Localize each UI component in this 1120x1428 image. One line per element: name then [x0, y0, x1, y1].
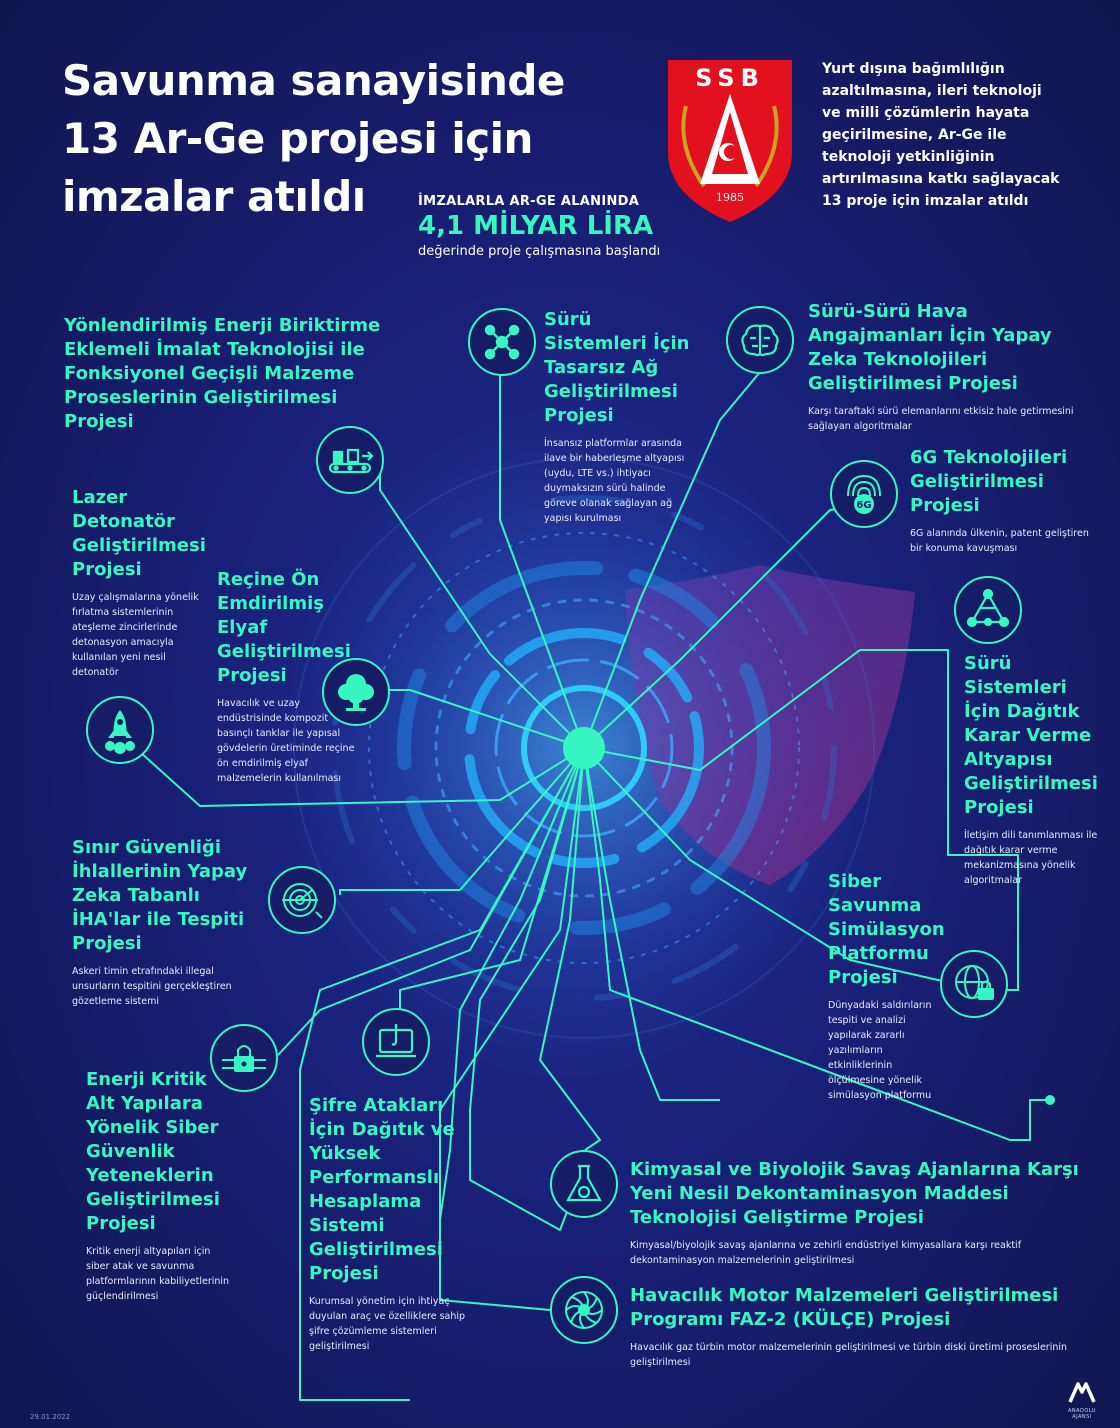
rocket-icon [86, 696, 154, 764]
project-description: Dünyadaki saldırıların tespiti ve analizi yapılarak zararlı yazılımların etkinliklerinin ölçülmesine yönelik simülasyon platformu [828, 1000, 932, 1101]
svg-text:6G: 6G [856, 500, 872, 511]
agency-logo [1060, 1380, 1104, 1420]
project-description: İnsansız platformlar arasında ilave bir haberleşme altyapısı (uydu, LTE vs.) ihtiyacı duymaksızın sürü halinde göreve olanak sağlayan ağ yapısı kurulması [544, 438, 685, 524]
project-9 [828, 870, 948, 1103]
project-2 [544, 308, 694, 526]
project-title: Sürü-Sürü Hava Angajmanları İçin Yapay Zeka Teknolojileri Geliştirilmesi Projesi [808, 301, 1052, 394]
project-description: Karşı taraftaki sürü elemanlarını etkisiz hale getirmesini sağlayan algoritmalar [808, 406, 1074, 432]
radar-icon [268, 866, 336, 934]
project-title: Siber Savunma Simülasyon Platformu Projesi [828, 871, 945, 988]
project-description: İletişim dili tanımlanması ile dağıtık karar verme mekanizmasına yönelik algoritmalar [964, 830, 1098, 886]
project-1 [64, 314, 384, 434]
project-description: Uzay çalışmalarına yönelik fırlatma sistemlerinin ateşleme zincirlerinde detonasyon amacıyla kullanılan yeni nesil detonatör [72, 592, 199, 678]
project-title: Havacılık Motor Malzemeleri Geliştirilmesi Programı FAZ-2 (KÜLÇE) Projesi [630, 1285, 1059, 1330]
project-title: Reçine Ön Emdirilmiş Elyaf Geliştirilmesi Projesi [217, 569, 351, 686]
project-title: Sürü Sistemleri İçin Dağıtık Karar Verme Altyapısı Geliştirilmesi Projesi [964, 653, 1098, 818]
project-10 [86, 1068, 236, 1304]
project-13 [630, 1284, 1090, 1370]
project-title: Sürü Sistemleri İçin Tasarsız Ağ Geliştirilmesi Projesi [544, 309, 690, 426]
triangle-network-icon [954, 576, 1022, 644]
project-7 [964, 652, 1104, 888]
project-title: Kimyasal ve Biyolojik Savaş Ajanlarına Karşı Yeni Nesil Dekontaminasyon Maddesi Teknolojisi Geliştirme Projesi [630, 1159, 1079, 1228]
summary-post: değerinde proje çalışmasına başlandı [418, 244, 661, 259]
project-description: Kritik enerji altyapıları için siber atak ve savunma platformlarının kabiliyetlerinin güçlendirilmesi [86, 1246, 230, 1302]
project-description: Havacılık gaz türbin motor malzemelerinin geliştirilmesi ve türbin diski üretimi proseslerinin geliştirilmesi [630, 1342, 1068, 1368]
logo-letters: SSB [695, 64, 765, 92]
logo-year: 1985 [716, 191, 744, 204]
footer-date: 29.01.2022 [30, 1413, 71, 1421]
project-description: Kimyasal/biyolojik savaş ajanlarına ve zehirli endüstriyel kimyasallara karşı reaktif dekontaminasyon malzemelerinin geliştirilmesi [630, 1240, 1022, 1266]
aa-logo-icon [1067, 1380, 1097, 1404]
conveyor-icon [316, 426, 384, 494]
project-description: Kurumsal yönetim için ihtiyaç duyulan araç ve özelliklere sahip şifre çözümleme sistemleri geliştirilmesi [309, 1296, 466, 1352]
project-title: Lazer Detonatör Geliştirilmesi Projesi [72, 487, 206, 580]
turbine-icon [550, 1276, 618, 1344]
biohazard-flask-icon [550, 1150, 618, 1218]
project-title: Enerji Kritik Alt Yapılara Yönelik Siber Güvenlik Yeteneklerin Geliştirilmesi Projesi [86, 1069, 220, 1234]
6g-icon [830, 460, 898, 528]
project-4 [910, 446, 1090, 556]
project-description: Askeri timin etrafındaki illegal unsurların tespitini gerçekleştiren gözetleme sistemi [72, 966, 232, 1007]
project-title: 6G Teknolojileri Geliştirilmesi Projesi [910, 447, 1068, 516]
project-description: 6G alanında ülkenin, patent geliştiren bir konuma kavuşması [910, 528, 1089, 554]
project-12 [630, 1158, 1090, 1268]
summary-pre: İMZALARLA AR-GE ALANINDA [418, 194, 640, 209]
project-5 [72, 486, 207, 680]
laptop-hook-icon [362, 1008, 430, 1076]
project-3 [808, 300, 1078, 434]
project-title: Şifre Atakları İçin Dağıtık ve Yüksek Performanslı Hesaplama Sistemi Geliştirilmesi Projesi [309, 1095, 455, 1284]
intro-text: Yurt dışına bağımlılığın azaltılmasına, ileri teknoloji ve milli çözümlerin hayata geçirilmesine, Ar-Ge ile teknoloji yetkinliğinin artırılmasına katkı sağlayacak 13 proje için imzalar atıldı [822, 61, 1060, 209]
project-title: Sınır Güvenliği İhlallerinin Yapay Zeka Tabanlı İHA'lar ile Tespiti Projesi [72, 837, 248, 954]
project-description: Havacılık ve uzay endüstrisinde kompozit basınçlı tanklar ile yapısal gövdelerin üretiminde reçine ön emdirilmiş elyaf malzemelerin kullanılması [217, 698, 355, 784]
globe-lock-icon [940, 950, 1008, 1018]
project-11 [309, 1094, 479, 1354]
agency-name: ANADOLU AJANSI [1067, 1408, 1097, 1420]
brain-icon [726, 306, 794, 374]
ssb-logo [664, 56, 796, 226]
project-8 [72, 836, 262, 1009]
page-title: Savunma sanayisinde 13 Ar-Ge projesi için imzalar atıldı [62, 56, 565, 221]
project-title: Yönlendirilmiş Enerji Biriktirme Eklemeli İmalat Teknolojisi ile Fonksiyonel Geçişli Malzeme Proseslerinin Geliştirilmesi Projesi [64, 315, 381, 432]
summary-amount: 4,1 MİLYAR LİRA [418, 211, 654, 241]
project-6 [217, 568, 367, 786]
network-icon [468, 308, 536, 376]
